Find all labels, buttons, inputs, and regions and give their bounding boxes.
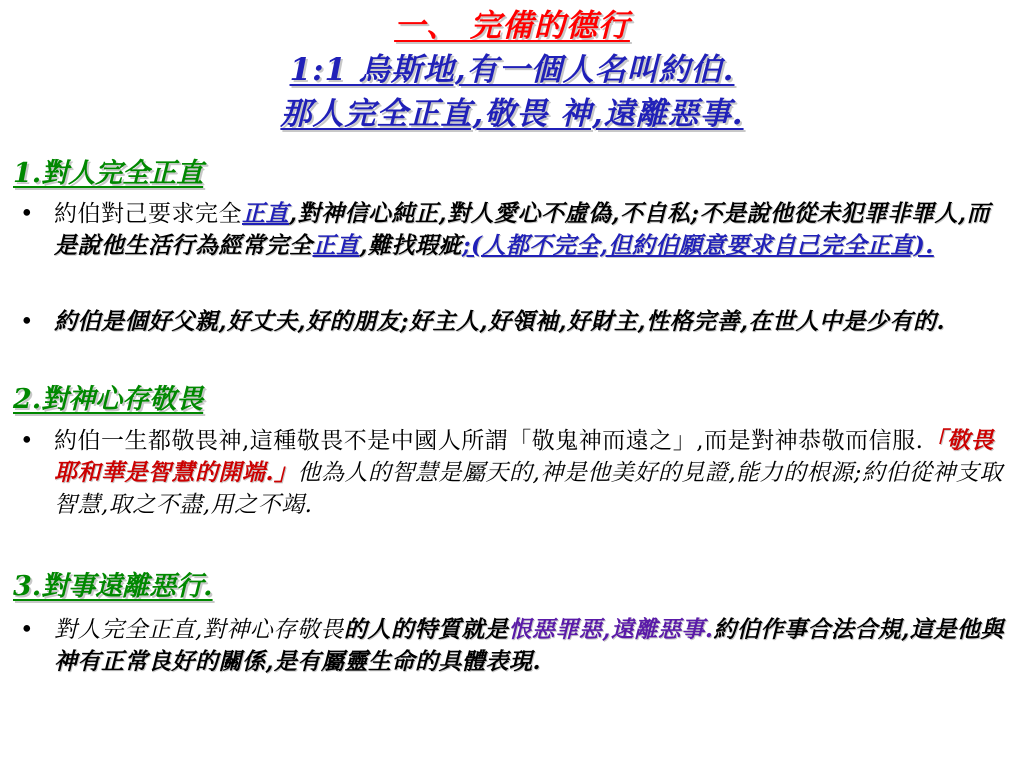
text-run: 約伯一生都敬畏神,這種敬畏不是中國人所謂「敬鬼神而遠之」,而是對神恭敬而信服. — [54, 428, 924, 454]
bullet-marker: • — [20, 428, 34, 454]
text-run: 「敬畏耶和華是智慧的開端.」 — [54, 427, 994, 486]
text-run: 約伯是個好父親,好丈夫,好的朋友;好主人,好領袖,好財主,性格完善,在世人中是少有的. — [54, 308, 946, 335]
bullet-text — [54, 198, 1010, 262]
text-run: 他為人的智慧是屬天的,神是他美好的見證,能力的根源;約伯從神支取智慧,取之不盡,用之不竭. — [54, 460, 1003, 518]
text-run: 正直 — [242, 200, 289, 227]
text-run: 的人的特質就是 — [343, 616, 509, 643]
bullet-text — [54, 425, 1010, 521]
text-run: 對人完全正直,對神心存敬畏 — [54, 617, 344, 643]
bullet-3-1 — [20, 614, 1010, 678]
text-run: ,對神信心純正,對人愛心不虛偽,不自私;不是說他從未犯罪非罪人,而是說他生活行為經常完全 — [54, 200, 991, 259]
bullet-1-2 — [20, 306, 1010, 338]
section-heading-3: 3.對事遠離惡行. — [13, 571, 213, 602]
text-run: 正直 — [312, 232, 360, 259]
text-run: ,難找瑕疵 — [359, 232, 463, 259]
text-run: 約伯作事合法合規,這是他與神有正常良好的關係,是有屬靈生命的具體表現. — [54, 616, 1004, 675]
title-block — [0, 4, 1024, 136]
text-run: 約伯對己要求完全 — [54, 201, 242, 227]
scripture-line-2 — [0, 92, 1024, 136]
bullet-text — [54, 306, 1010, 338]
section-heading-1: 1.對人完全正直 — [13, 158, 204, 189]
bullet-2-1 — [20, 425, 1010, 521]
bullet-text — [54, 614, 1010, 678]
slide-title-text: 一、 完備的德行 — [394, 8, 630, 44]
text-run: ;(人都不完全,但約伯願意要求自己完全正直). — [462, 232, 934, 259]
scripture-line-1 — [0, 48, 1024, 92]
bullet-marker: • — [20, 617, 34, 643]
bullet-marker: • — [20, 201, 34, 227]
scripture-line-2-text: 那人完全正直,敬畏 神,遠離惡事. — [280, 96, 744, 132]
bullet-marker: • — [20, 309, 34, 335]
bullet-1-1 — [20, 198, 1010, 262]
scripture-line-1-text: 1:1 烏斯地,有一個人名叫約伯. — [289, 52, 735, 88]
text-run: 恨惡罪惡,遠離惡事. — [508, 616, 714, 643]
slide-title — [0, 4, 1024, 48]
section-heading-2: 2.對神心存敬畏 — [13, 384, 204, 415]
